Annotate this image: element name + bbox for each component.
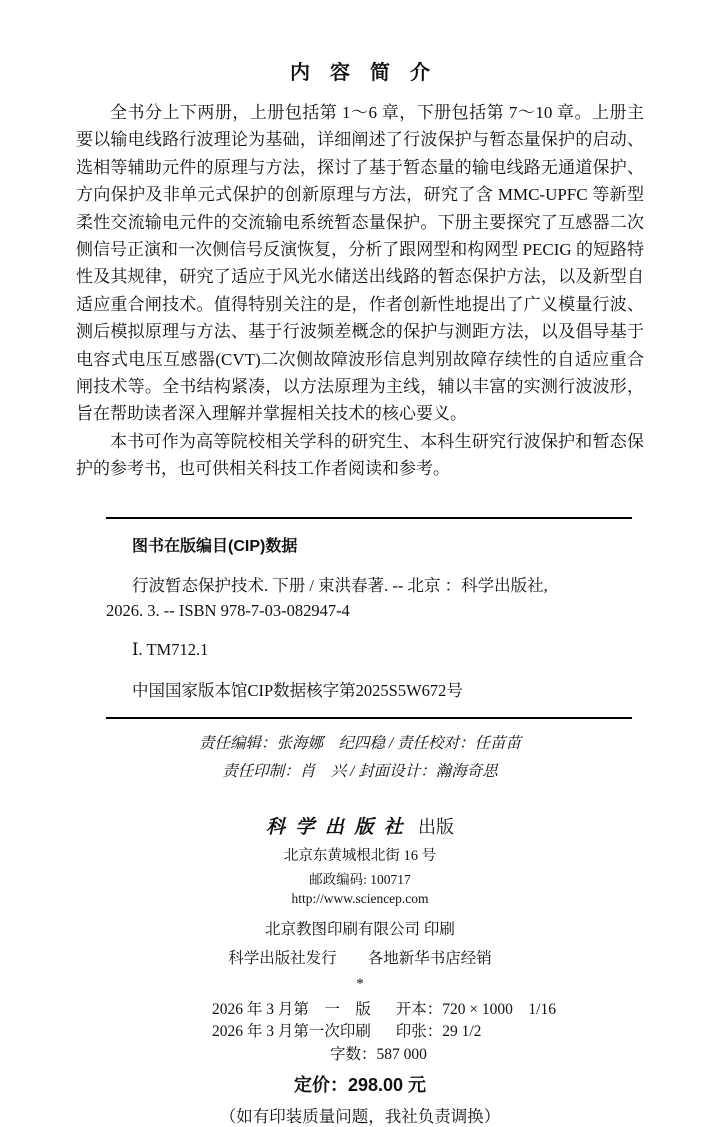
abstract-paragraph-2: 本书可作为高等院校相关学科的研究生、本科生研究行波保护和暂态保护的参考书，也可供相关科技工作者阅读和参考。 [76, 431, 644, 479]
book-copyright-page [0, 56, 720, 1127]
distribution-line: 科学出版社发行 各地新华书店经销 [228, 949, 492, 967]
publisher-block [0, 812, 720, 993]
print-info-block [212, 999, 720, 1067]
cip-entry-line-1: 行波暂态保护技术. 下册 / 束洪春著. -- 北京 ：科学出版社, [132, 575, 548, 595]
format-text: 开本：720 × 1000 1/16 [395, 1000, 556, 1018]
cip-entry-line-2: 2026. 3. -- ISBN 978-7-03-082947-4 [106, 600, 350, 620]
publisher-website: http://www.sciencep.com [291, 890, 429, 906]
exchange-note: （如有印装质量问题，我社负责调换） [219, 1107, 501, 1127]
impression-text: 2026 年 3 月第一次印刷 [212, 1023, 371, 1041]
edition-text: 2026 年 3 月第 一 版 [212, 1000, 371, 1018]
publisher-suffix: 出版 [418, 816, 454, 837]
abstract-heading-text: 内容简介 [290, 62, 450, 84]
word-count-text: 字数：587 000 [330, 1045, 427, 1063]
publisher-name-line [0, 812, 720, 839]
abstract-heading [0, 56, 720, 85]
printer-line: 北京教图印刷有限公司 印刷 [265, 920, 455, 938]
publisher-address: 北京东黄城根北街 16 号 [283, 847, 437, 864]
price-line: 定价：298.00 元 [293, 1075, 427, 1096]
staff-printing-design-line: 责任印制：肖 兴 / 封面设计：瀚海奇思 [222, 762, 498, 780]
impression-sheets-row [212, 1021, 720, 1044]
abstract-paragraph-1: 全书分上下两册，上册包括第 1～6 章，下册包括第 7～10 章。上册主要以输电线路行波理论为基础，详细阐述了行波保护与暂态量保护的启动、选相等辅助元件的原理与方法，探讨了基于暂态量的输电线路无通道保护、方向保护及非单元式保护的创新原理与方法，研究了含 MMC-UPFC 等新型柔性交流输电元件的交流输电系统暂态量保护。下册主要探究了互感器二次侧信号正演和一次侧信号反演恢复，分析了跟网型和构网型 PECIG 的短路特性及其规律，研究了适应于风光水储送出线路的暂态保护方法，以及新型自适应重合闸技术。值得特别关注的是，作者创新性地提出了广义模量行波、测后模拟原理与方法、基于行波频差概念的保护与测距方法，以及倡导基于电容式电压互感器(CVT)二次侧故障波形信息判别故障存续性的自适应重合闸技术等。全书结构紧凑，以方法原理为主线，辅以丰富的实测行波波形，旨在帮助读者深入理解并掌握相关技术的核心要义。 [76, 103, 644, 424]
cip-classification-code: Ⅰ. TM712.1 [132, 639, 209, 659]
cip-heading: 图书在版编目(CIP)数据 [132, 537, 298, 555]
abstract-body [76, 99, 644, 483]
cip-data-block [106, 517, 632, 719]
star-divider: * [356, 975, 364, 992]
cip-registry-number: 中国国家版本馆CIP数据核字第2025S5W672号 [132, 680, 463, 700]
staff-editors-line: 责任编辑：张海娜 纪四稳 / 责任校对：任苗苗 [198, 734, 522, 752]
edition-format-row [212, 999, 720, 1022]
word-count-row [330, 1044, 720, 1067]
staff-credits [0, 730, 720, 786]
publisher-postcode: 邮政编码: 100717 [309, 871, 411, 887]
publisher-logotype: 科学出版社 [265, 816, 414, 838]
sheets-text: 印张：29 1/2 [395, 1023, 482, 1041]
